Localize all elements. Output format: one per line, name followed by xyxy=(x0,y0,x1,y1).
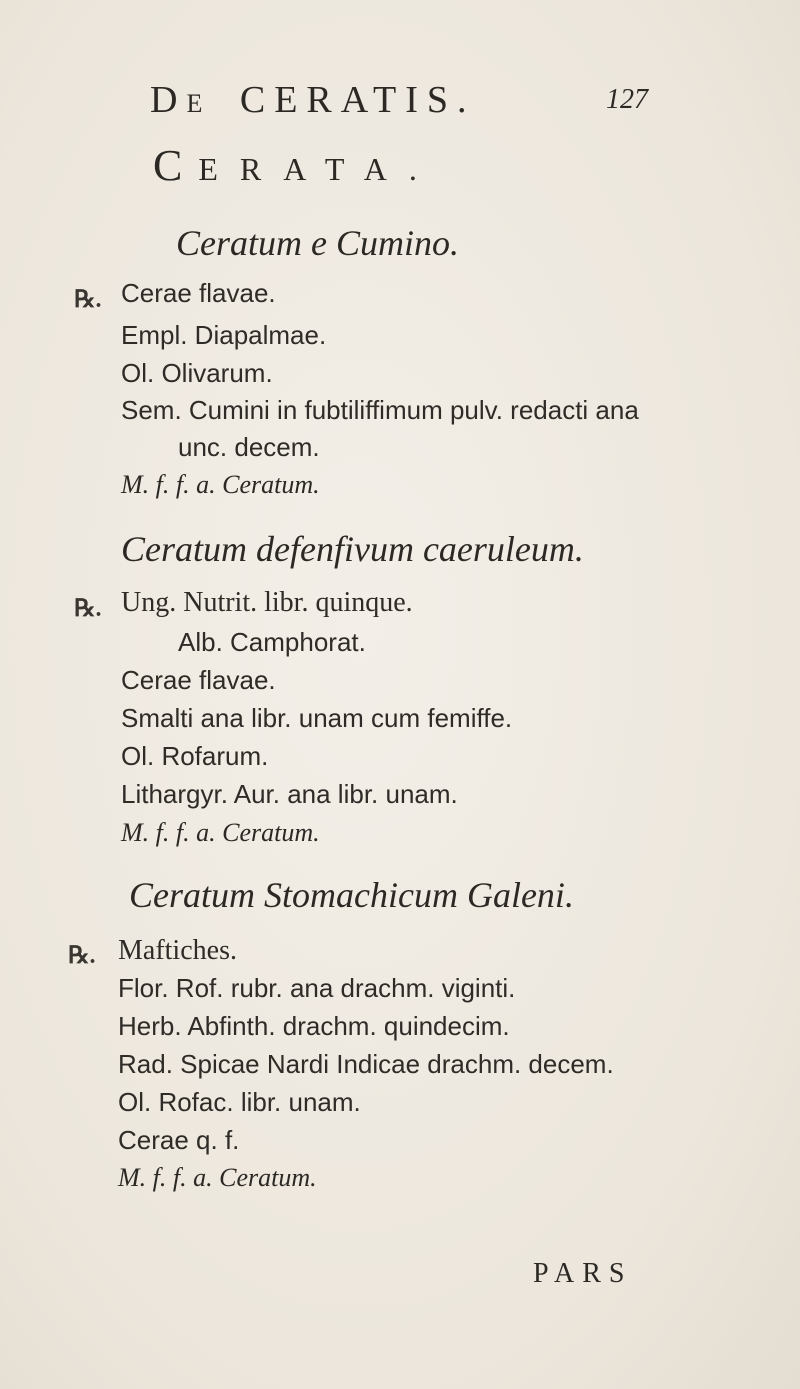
running-head: DE CERATIS. xyxy=(150,79,476,121)
ingredient-line: Herb. Abfinth. drachm. quindecim. xyxy=(118,1011,510,1041)
recipe-formula: M. f. f. a. Ceratum. xyxy=(121,470,320,499)
recipe-symbol-3: ℞. xyxy=(68,943,96,969)
ingredient-line: Cerae flavae. xyxy=(121,278,276,308)
recipe-symbol-2: ℞. xyxy=(74,596,102,622)
ingredient-line: Alb. Camphorat. xyxy=(178,627,366,657)
ingredient-line: Flor. Rof. rubr. ana drachm. viginti. xyxy=(118,973,516,1003)
recipe-formula: M. f. f. a. Ceratum. xyxy=(118,1163,317,1192)
ingredient-line: Cerae flavae. xyxy=(121,665,276,695)
recipe-title-3: Ceratum Stomachicum Galeni. xyxy=(129,875,574,915)
recipe-formula: M. f. f. a. Ceratum. xyxy=(121,818,320,847)
ingredient-line: Cerae q. f. xyxy=(118,1125,240,1155)
ingredient-line: Maftiches. xyxy=(118,935,237,966)
recipe-title-1: Ceratum e Cumino. xyxy=(176,223,459,263)
ingredient-line: Sem. Cumini in fubtiliffimum pulv. redacti ana xyxy=(121,395,639,425)
recipe-title-2: Ceratum defenfivum caeruleum. xyxy=(121,529,584,569)
ingredient-line: Empl. Diapalmae. xyxy=(121,320,327,350)
section-title: CERATA. xyxy=(153,141,439,190)
ingredient-line: Rad. Spicae Nardi Indicae drachm. decem. xyxy=(118,1049,614,1079)
ingredient-line: Ol. Olivarum. xyxy=(121,358,273,388)
ingredient-line: unc. decem. xyxy=(178,432,320,462)
recipe-symbol-1: ℞. xyxy=(74,287,102,313)
ingredient-line: Ol. Rofarum. xyxy=(121,741,269,771)
ingredient-line: Ol. Rofac. libr. unam. xyxy=(118,1087,361,1117)
catchword: PARS xyxy=(533,1258,633,1289)
ingredient-line: Ung. Nutrit. libr. quinque. xyxy=(121,587,413,618)
page-number: 127 xyxy=(606,84,648,115)
ingredient-line: Lithargyr. Aur. ana libr. unam. xyxy=(121,779,458,809)
ingredient-line: Smalti ana libr. unam cum femiffe. xyxy=(121,703,513,733)
